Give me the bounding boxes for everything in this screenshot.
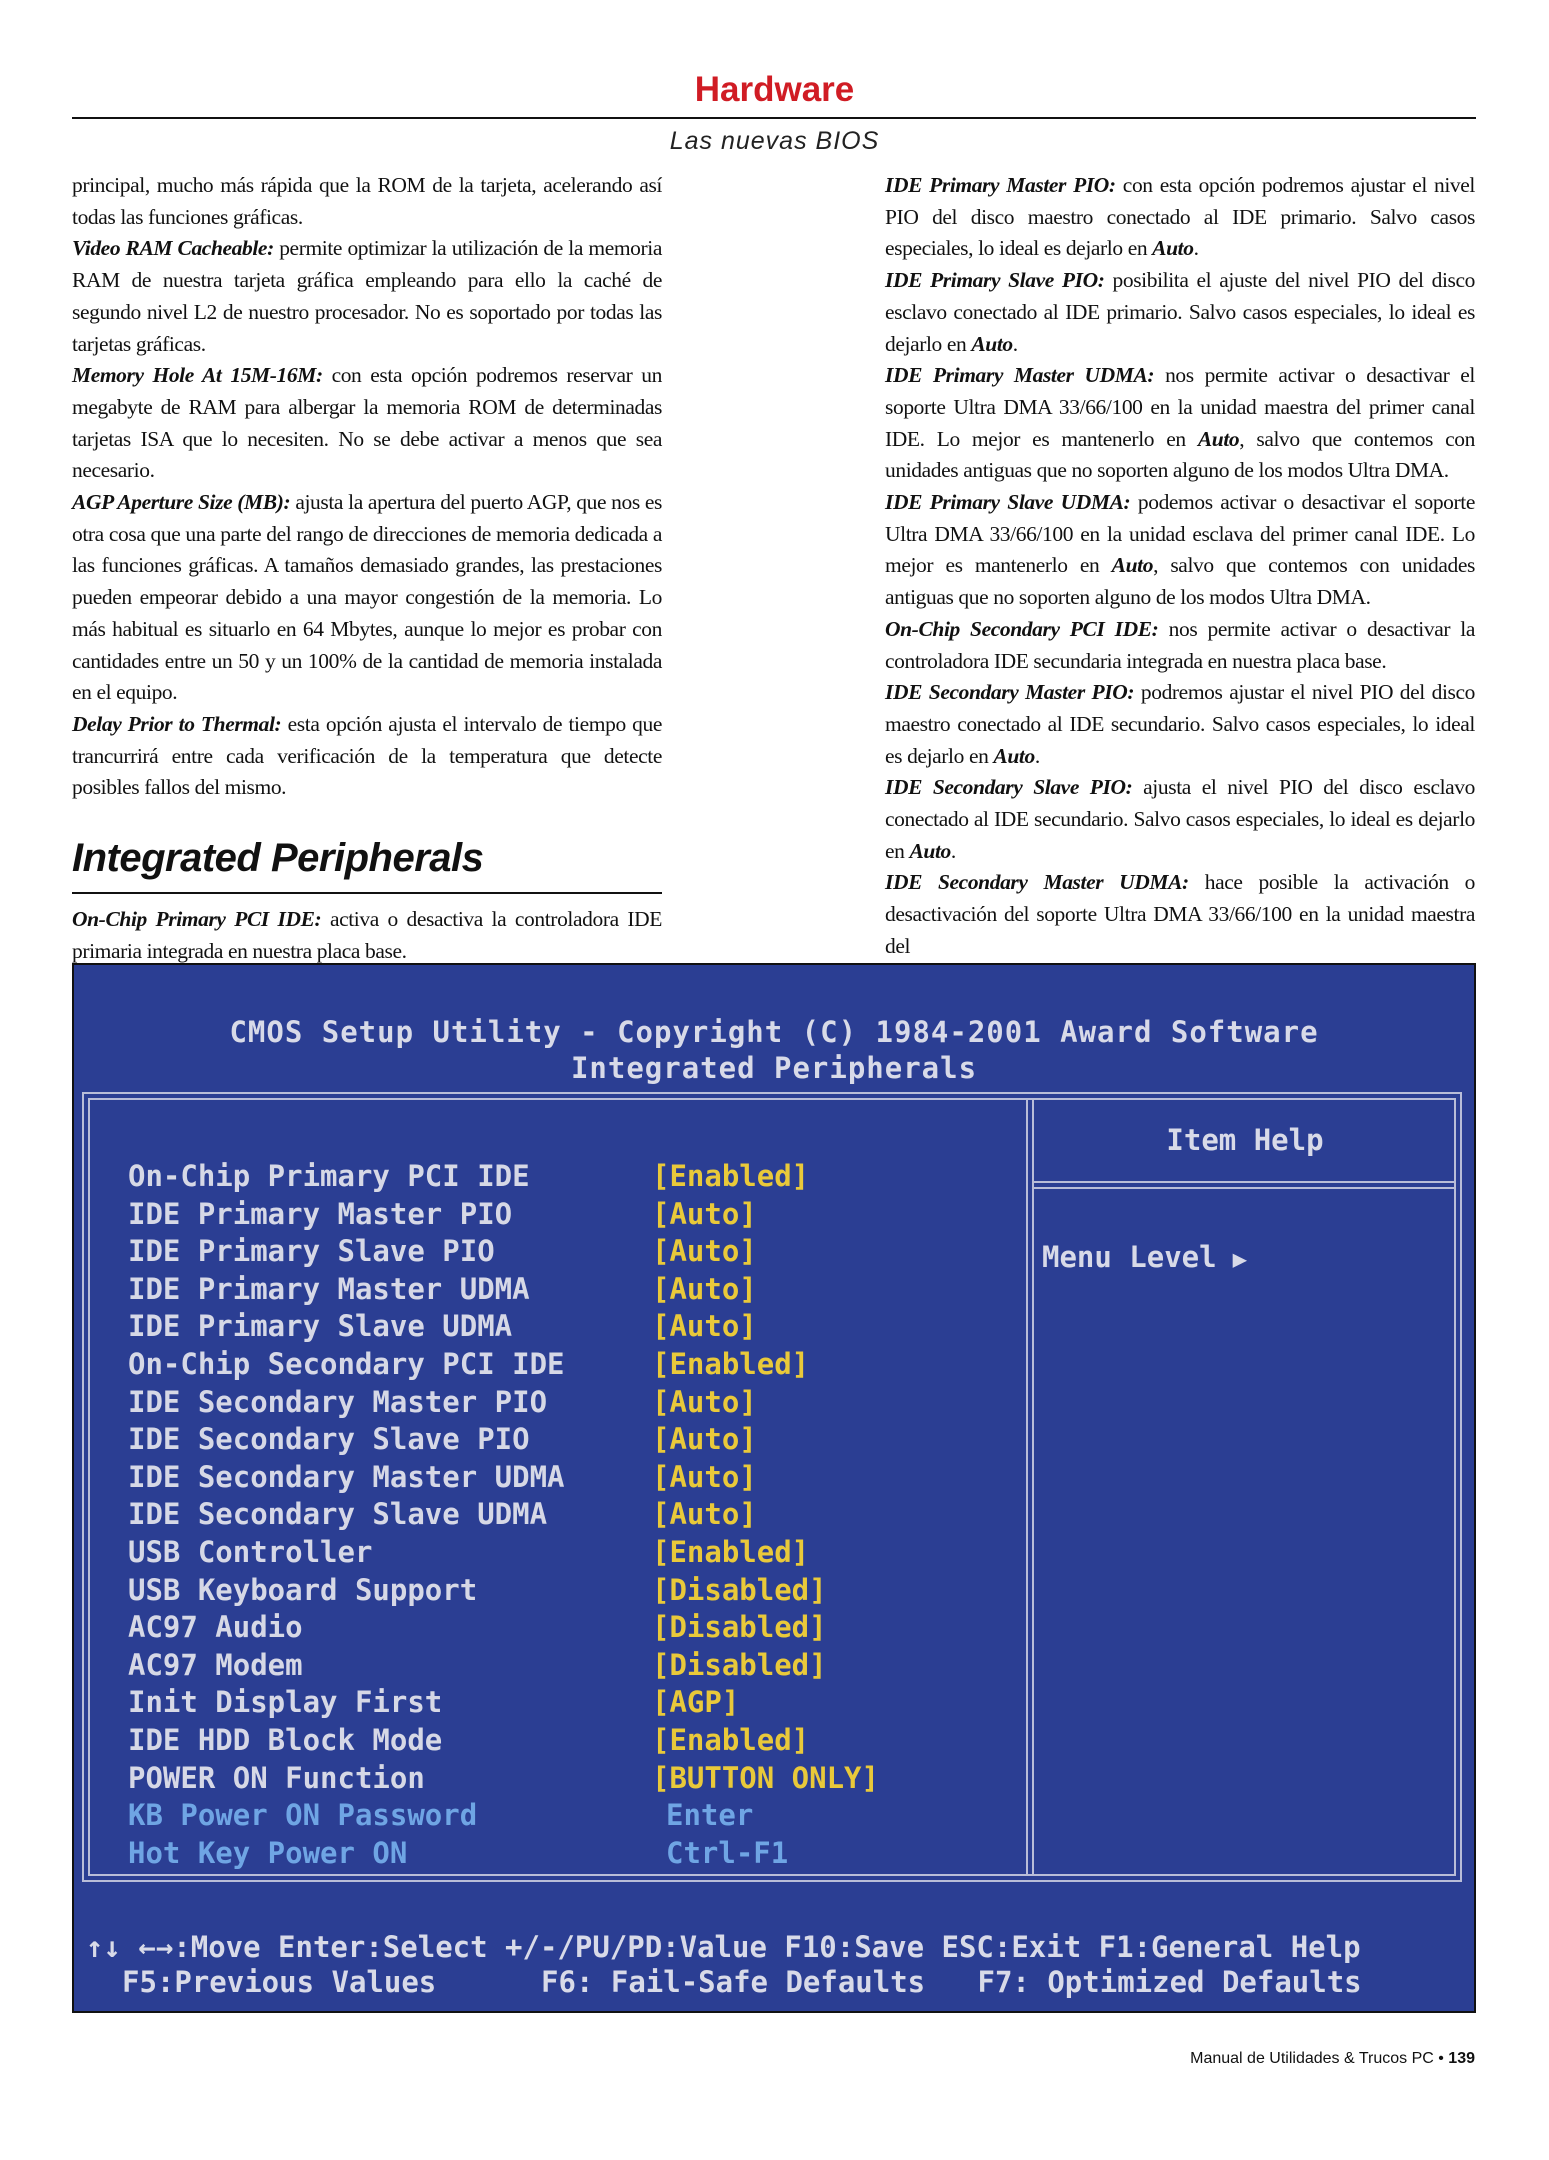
paragraph-text: podremos ajustar el nivel PIO del disco maestro conectado al IDE secundario. Salvo casos especiales, lo ideal es dejarlo en [885,680,1475,768]
value-emphasis: Auto [993,743,1035,768]
bios-divider [1032,1187,1456,1189]
section-title: Hardware [694,70,855,109]
term-label: On-Chip Primary PCI IDE: [72,907,322,932]
bios-key-help-2: F5:Previous Values F6: Fail-Safe Defaults F7: Optimized Defaults [122,1965,1362,1999]
term-label: IDE Primary Slave UDMA: [885,490,1131,515]
paragraph-tail: . [950,838,956,863]
bios-divider [1032,1098,1034,1876]
setting-value: Ctrl-F1 [666,1835,789,1870]
left-column [72,170,662,967]
setting-value: [Auto] [652,1384,757,1419]
paragraph-tail: , salvo que contemos con unidades antiguas que no soporten alguno de los modos Ultra DMA. [885,426,1475,483]
paragraph [885,614,1475,677]
setting-label: USB Controller [128,1534,373,1569]
bios-title: CMOS Setup Utility - Copyright (C) 1984-2001 Award Software [229,1015,1319,1049]
term-label: IDE Secondary Slave PIO: [885,775,1133,800]
paragraph-text: con esta opción podremos reservar un megabyte de RAM para albergar la memoria ROM de determinadas tarjetas ISA que lo necesiten. No se debe activar a menos que sea necesario. [72,363,662,483]
setting-label: IDE Primary Slave PIO [128,1234,495,1269]
paragraph [72,170,662,233]
setting-value: [Enabled] [652,1534,810,1569]
setting-label: IDE Primary Master UDMA [128,1271,530,1306]
value-emphasis: Auto [1197,426,1240,451]
term-label: IDE Primary Slave PIO: [885,268,1105,293]
paragraph-text: con esta opción podremos ajustar el nivel PIO del disco maestro conectado al IDE primario. Salvo casos especiales, lo ideal es dejarlo en [885,173,1475,261]
right-column [885,170,1475,963]
paragraph [885,360,1475,487]
triangle-right-icon: ▶ [1232,1245,1248,1273]
setting-label: AC97 Modem [128,1647,303,1682]
term-label: Video RAM Cacheable: [72,236,274,261]
setting-value: [Auto] [652,1271,757,1306]
paragraph [72,487,662,709]
setting-label: On-Chip Primary PCI IDE [128,1159,530,1193]
term-label: On-Chip Secondary PCI IDE: [885,616,1159,641]
setting-label: IDE HDD Block Mode [128,1722,443,1757]
value-emphasis: Auto [1152,236,1194,261]
paragraph-tail: , salvo que contemos con unidades antiguas que no soporten alguno de los modos Ultra DMA. [885,553,1475,610]
setting-label: On-Chip Secondary PCI IDE [128,1346,565,1381]
bios-divider [1026,1098,1028,1876]
paragraph [72,233,662,360]
setting-value: [Auto] [652,1497,757,1532]
setting-label: USB Keyboard Support [128,1572,478,1607]
header-rule [72,117,1476,119]
paragraph [72,709,662,804]
paragraph-text: principal, mucho más rápida que la ROM de la tarjeta, acelerando así todas las funciones gráficas. [72,173,662,229]
term-label: Delay Prior to Thermal: [72,711,282,736]
setting-value: [Enabled] [652,1346,810,1381]
paragraph [885,772,1475,867]
paragraph [72,360,662,487]
setting-value: [Disabled] [652,1647,827,1682]
setting-label: AC97 Audio [128,1610,303,1645]
paragraph-text: podemos activar o desactivar el soporte Ultra DMA 33/66/100 en la unidad esclava del primer canal IDE. Lo mejor es mantenerlo en [885,490,1475,578]
term-label: AGP Aperture Size (MB): [72,490,291,515]
paragraph [885,265,1475,360]
bios-key-help: ↑↓ ←→:Move Enter:Select +/-/PU/PD:Value F10:Save ESC:Exit F1:General Help [86,1930,1361,1964]
term-label: IDE Primary Master UDMA: [885,363,1155,388]
value-emphasis: Auto [1111,553,1154,578]
paragraph [885,170,1475,265]
paragraph-tail: . [1193,236,1199,261]
term-label: IDE Secondary Master UDMA: [885,870,1189,895]
term-label: Memory Hole At 15M-16M: [72,363,323,388]
paragraph [885,867,1475,962]
setting-value: [Enabled] [652,1722,810,1757]
paragraph-text: ajusta la apertura del puerto AGP, que nos es otra cosa que una parte del rango de direcciones de memoria dedicada a las funciones gráficas. A tamaños demasiado grandes, las prestaciones pueden empeorar debido a una mayor congestión de la memoria. Lo más habitual es situarlo en 64 Mbytes, aunque lo mejor es probar con cantidades entre un 50 y un 100% de la cantidad de memoria instalada en el equipo. [72,490,663,705]
paragraph [885,487,1475,614]
setting-label: IDE Primary Master PIO [128,1196,513,1231]
paragraph [72,904,662,967]
item-help-heading: Item Help [1166,1123,1324,1157]
setting-value: [Auto] [652,1459,757,1494]
page-number: 139 [1448,2050,1475,2067]
term-label: IDE Secondary Master PIO: [885,680,1135,705]
setting-value: [Auto] [652,1309,757,1344]
setting-label: IDE Secondary Slave UDMA [128,1497,548,1532]
bios-screenshot [72,963,1476,2013]
bios-subtitle: Integrated Peripherals [570,1051,978,1085]
page-footer [1190,2050,1475,2068]
setting-value: [Disabled] [652,1610,827,1645]
paragraph-text: activa o desactiva la controladora IDE primaria integrada en nuestra placa base. [72,907,662,963]
setting-value: [Auto] [652,1422,757,1457]
bios-divider [1032,1181,1456,1183]
paragraph-text: nos permite activar o desactivar el soporte Ultra DMA 33/66/100 en la unidad maestra del primer canal IDE. Lo mejor es mantenerlo en [885,363,1476,451]
value-emphasis: Auto [971,331,1013,356]
setting-value: Enter [666,1798,754,1833]
setting-value: [Auto] [652,1196,757,1231]
menu-level-label: Menu Level [1042,1240,1217,1274]
setting-label: IDE Secondary Master UDMA [128,1459,565,1494]
setting-value: [AGP] [652,1685,740,1720]
value-emphasis: Auto [909,838,951,863]
setting-value: [Disabled] [652,1572,827,1607]
setting-label: IDE Primary Slave UDMA [128,1309,513,1344]
footer-text: Manual de Utilidades & Trucos PC • [1190,2050,1449,2067]
setting-label: IDE Secondary Slave PIO [128,1422,530,1457]
setting-label: POWER ON Function [128,1760,425,1795]
setting-value: [BUTTON ONLY] [652,1760,879,1795]
paragraph-text: ajusta el nivel PIO del disco esclavo conectado al IDE secundario. Salvo casos especiales, lo ideal es dejarlo en [885,775,1475,863]
setting-value: [Enabled] [652,1159,810,1193]
paragraph-text: esta opción ajusta el intervalo de tiempo que trancurrirá entre cada verificación de la temperatura que detecte posibles fallos del mismo. [72,711,662,800]
setting-label: KB Power ON Password [128,1798,478,1833]
setting-value: [Auto] [652,1234,757,1269]
section-heading: Integrated Peripherals [72,834,662,894]
paragraph-tail: . [1012,331,1018,356]
paragraph-text: hace posible la activación o desactivación del soporte Ultra DMA 33/66/100 en la unidad maestra del [885,870,1476,958]
paragraph-text: posibilita el ajuste del nivel PIO del disco esclavo conectado al IDE primario. Salvo casos especiales, lo ideal es dejarlo en [885,268,1475,356]
setting-label: Hot Key Power ON [128,1835,408,1870]
setting-label: Init Display First [128,1685,443,1720]
setting-label: IDE Secondary Master PIO [128,1384,548,1419]
page-subtitle: Las nuevas BIOS [669,127,880,155]
term-label: IDE Primary Master PIO: [885,173,1116,197]
paragraph [885,677,1475,772]
menu-level [1042,1240,1247,1274]
paragraph-tail: . [1034,743,1040,768]
paragraph-text: nos permite activar o desactivar la controladora IDE secundaria integrada en nuestra placa base. [885,616,1475,673]
paragraph-text: permite optimizar la utilización de la memoria RAM de nuestra tarjeta gráfica empleando para ello la caché de segundo nivel L2 de nuestro procesador. No es soportado por todas las tarjetas gráficas. [72,236,662,356]
